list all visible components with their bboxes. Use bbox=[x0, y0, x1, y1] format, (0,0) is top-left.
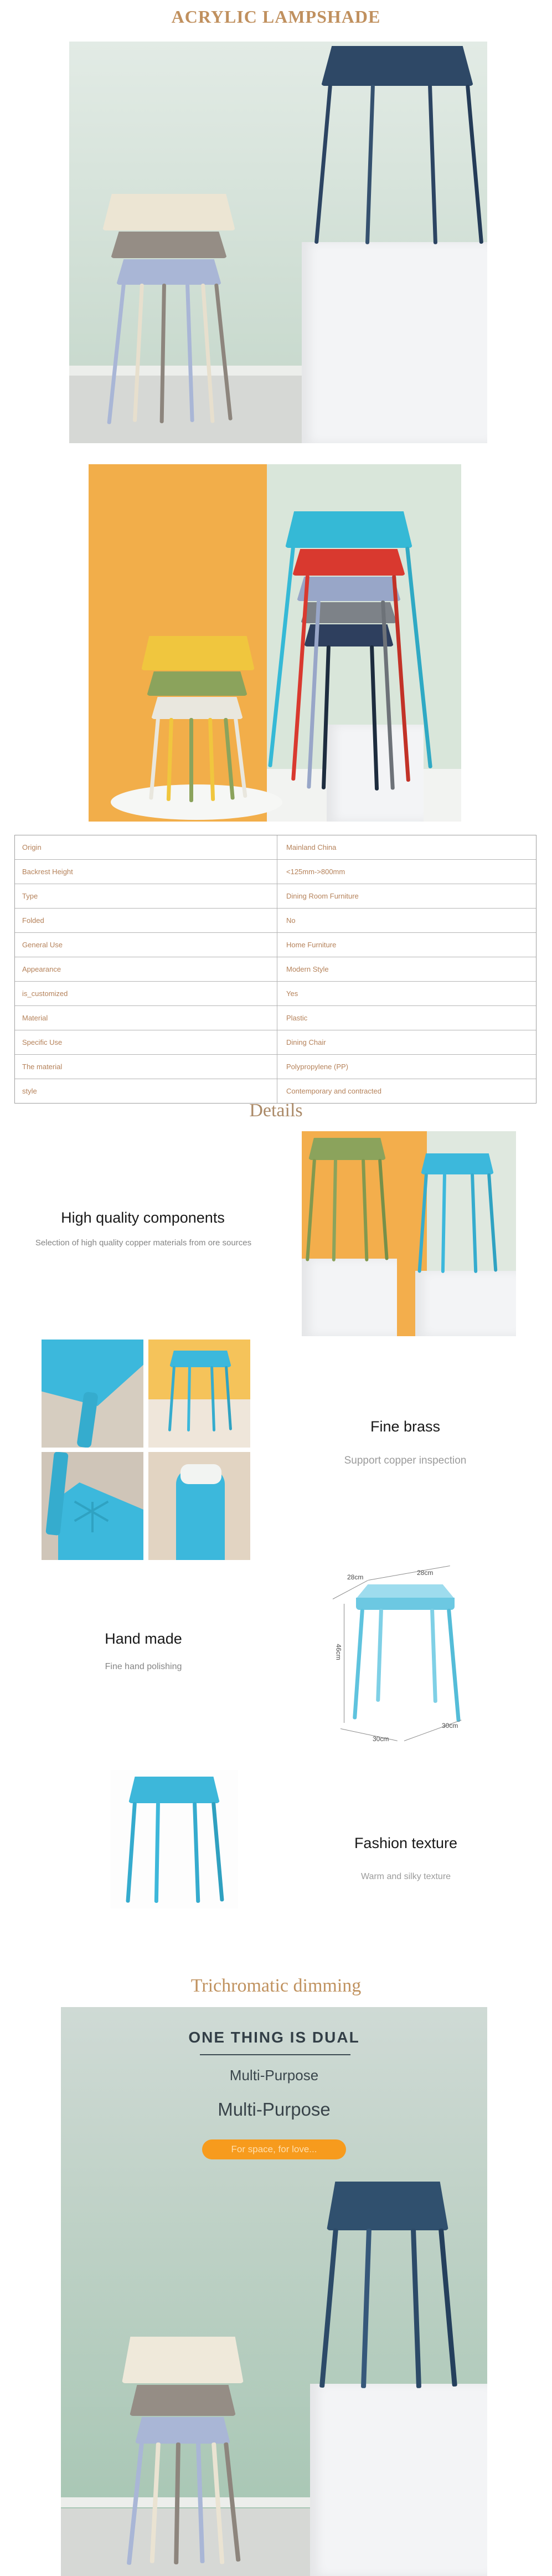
section-components-heading: High quality components bbox=[61, 1209, 225, 1226]
spec-row bbox=[15, 957, 536, 981]
spec-label: Appearance bbox=[15, 957, 277, 981]
spec-value: Plastic bbox=[286, 1014, 308, 1022]
spec-value: Dining Room Furniture bbox=[286, 892, 359, 900]
diagram-leg bbox=[376, 1609, 383, 1702]
spec-row bbox=[15, 908, 536, 932]
spec-table bbox=[14, 835, 536, 1104]
detail-photo-closeups bbox=[42, 1340, 250, 1560]
dim-label-base-depth: 30cm bbox=[442, 1722, 458, 1730]
section-texture-heading: Fashion texture bbox=[354, 1835, 458, 1851]
blue-stool-leg bbox=[126, 1802, 137, 1903]
spec-label: Folded bbox=[15, 909, 277, 932]
diagram-leg bbox=[353, 1609, 364, 1720]
blue-stool-seat bbox=[128, 1777, 220, 1803]
closeup-leg-pad bbox=[148, 1452, 250, 1560]
spec-row bbox=[15, 859, 536, 884]
section-handmade-heading: Hand made bbox=[105, 1630, 182, 1647]
spec-row bbox=[15, 884, 536, 908]
dim-line-base-width bbox=[341, 1728, 398, 1741]
spec-label: Origin bbox=[15, 835, 277, 859]
spec-row bbox=[15, 1079, 536, 1103]
spec-row bbox=[15, 1054, 536, 1079]
diagram-seat-front bbox=[356, 1598, 455, 1610]
section-handmade-subtext: Fine hand polishing bbox=[105, 1662, 182, 1671]
blue-stool-leg bbox=[154, 1802, 160, 1903]
spec-value: Modern Style bbox=[286, 965, 329, 973]
banner-title: ONE THING IS DUAL bbox=[188, 2029, 360, 2046]
spec-value: <125mm->800mm bbox=[286, 868, 345, 876]
closeup-seat-corner bbox=[42, 1340, 143, 1448]
product-photo-colors bbox=[89, 464, 461, 822]
cta-button[interactable]: For space, for love... bbox=[202, 2139, 346, 2159]
spec-label: Material bbox=[15, 1006, 277, 1030]
page-title: ACRYLIC LAMPSHADE bbox=[171, 7, 381, 27]
blue-stool-leg bbox=[211, 1802, 224, 1902]
dimension-diagram bbox=[324, 1546, 509, 1762]
banner-subtitle-small: Multi-Purpose bbox=[229, 2067, 319, 2084]
spec-row bbox=[15, 932, 536, 957]
section-texture-subtext: Warm and silky texture bbox=[360, 1872, 451, 1881]
spec-label: The material bbox=[15, 1055, 277, 1079]
product-photo-hero bbox=[69, 42, 487, 443]
dim-label-height: 46cm bbox=[334, 1644, 343, 1660]
bottom-banner-photo bbox=[61, 2007, 487, 2576]
detail-photo-components bbox=[302, 1131, 516, 1336]
spec-value: Polypropylene (PP) bbox=[286, 1063, 348, 1071]
spec-value: Home Furniture bbox=[286, 941, 337, 949]
spec-label: is_customized bbox=[15, 982, 277, 1005]
dim-label-base-width: 30cm bbox=[373, 1735, 389, 1743]
spec-value: Mainland China bbox=[286, 843, 337, 851]
dim-label-seat-width: 28cm bbox=[417, 1569, 434, 1577]
spec-value: Contemporary and contracted bbox=[286, 1087, 381, 1095]
spec-row bbox=[15, 835, 536, 859]
diagram-seat-top bbox=[356, 1584, 455, 1599]
spec-row bbox=[15, 1005, 536, 1030]
spec-row bbox=[15, 1030, 536, 1054]
blue-stool-leg bbox=[193, 1802, 200, 1903]
spec-label: Specific Use bbox=[15, 1030, 277, 1054]
closeup-full-stool bbox=[148, 1340, 250, 1448]
spec-label: Backrest Height bbox=[15, 860, 277, 884]
spec-label: style bbox=[15, 1079, 277, 1103]
banner-subtitle-large: Multi-Purpose bbox=[218, 2099, 331, 2120]
diagram-leg bbox=[447, 1609, 461, 1722]
dim-label-seat-depth: 28cm bbox=[347, 1573, 364, 1581]
detail-photo-texture bbox=[111, 1770, 238, 1908]
spec-value: Dining Chair bbox=[286, 1038, 326, 1046]
banner-underline bbox=[200, 2054, 350, 2055]
spec-label: General Use bbox=[15, 933, 277, 957]
diagram-leg bbox=[430, 1609, 437, 1703]
section-brass-heading: Fine brass bbox=[370, 1418, 441, 1435]
spec-row bbox=[15, 981, 536, 1005]
dim-line-seat-width bbox=[368, 1566, 450, 1581]
details-heading: Details bbox=[249, 1100, 303, 1121]
spec-label: Type bbox=[15, 884, 277, 908]
pedestal bbox=[302, 242, 487, 443]
spec-value: No bbox=[286, 916, 296, 925]
spec-value: Yes bbox=[286, 989, 298, 998]
trichromatic-heading: Trichromatic dimming bbox=[190, 1975, 362, 1996]
section-brass-subtext: Support copper inspection bbox=[344, 1455, 467, 1466]
section-components-subtext: Selection of high quality copper materials from ore sources bbox=[35, 1238, 252, 1248]
closeup-underside bbox=[42, 1452, 143, 1560]
pedestal bbox=[310, 2384, 487, 2576]
